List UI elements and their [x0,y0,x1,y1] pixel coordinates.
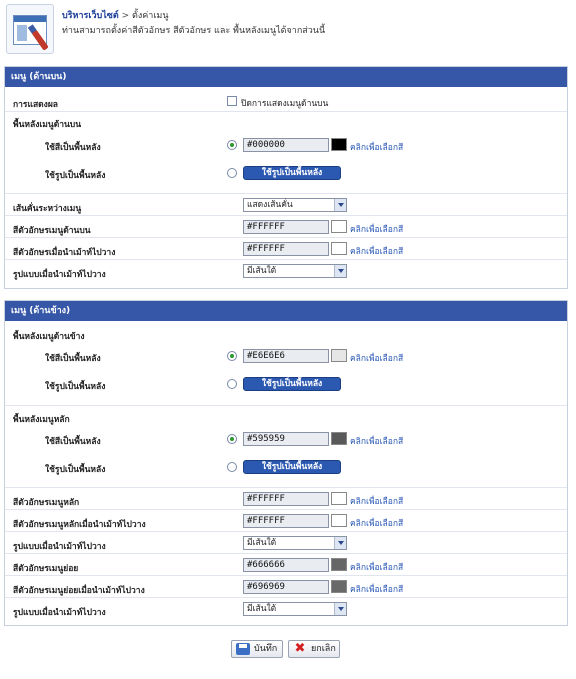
top-hover-color-swatch[interactable] [331,242,347,255]
top-separator-label: เส้นคั่นระหว่างเมนู [13,204,82,214]
top-separator-row [5,193,567,215]
side-bg-color-input[interactable]: #E6E6E6 [243,349,329,363]
side-sub-text-row [5,553,567,575]
top-use-image-radio[interactable] [227,168,237,178]
side-sub-hover-style-select-value: มีเส้นใต้ [247,604,277,614]
side-sub-hover-color-swatch[interactable] [331,580,347,593]
top-hover-style-select-value: มีเส้นใต้ [247,266,277,276]
side-main-use-color-label: ใช้สีเป็นพื้นหลัง [45,437,101,447]
top-display-label: การแสดงผล [13,100,59,110]
top-separator-select[interactable] [243,198,347,212]
cancel-button[interactable] [288,640,340,658]
side-bg-pick-color-link[interactable]: คลิกเพื่อเลือกสี [350,354,404,364]
side-main-text-pick-color-link[interactable]: คลิกเพื่อเลือกสี [350,497,404,507]
top-hover-color-row [5,237,567,259]
side-main-bg-pick-color-link[interactable]: คลิกเพื่อเลือกสี [350,437,404,447]
top-use-image-label: ใช้รูปเป็นพื้นหลัง [45,171,106,181]
top-text-pick-color-link[interactable]: คลิกเพื่อเลือกสี [350,225,404,235]
top-hover-color-label: สีตัวอักษรเมื่อนำเม้าท์ไปวาง [13,248,116,258]
side-main-hover-color-swatch[interactable] [331,514,347,527]
cancel-button-label: ยกเลิก [311,644,336,654]
side-sub-hover-color-input[interactable]: #696969 [243,580,329,594]
top-text-color-swatch[interactable] [331,220,347,233]
side-main-hover-label: สีตัวอักษรเมนูหลักเมื่อนำเม้าท์ไปวาง [13,520,146,530]
top-bg-color-swatch[interactable] [331,138,347,151]
top-hover-style-row [5,259,567,281]
page-header [4,4,572,60]
side-bg-color-swatch[interactable] [331,349,347,362]
top-bg-color-input[interactable]: #000000 [243,138,329,152]
top-use-image-button[interactable]: ใช้รูปเป็นพื้นหลัง [243,166,341,180]
side-main-use-image-label: ใช้รูปเป็นพื้นหลัง [45,465,106,475]
side-main-hover-row [5,509,567,531]
side-main-text-color-swatch[interactable] [331,492,347,505]
top-display-row [5,89,567,111]
top-text-color-row [5,215,567,237]
hide-top-menu-checkbox[interactable] [227,96,237,106]
side-main-hover-style-select-value: มีเส้นใต้ [247,538,277,548]
side-sub-hover-style-select[interactable] [243,602,347,616]
side-use-image-button[interactable]: ใช้รูปเป็นพื้นหลัง [243,377,341,391]
top-use-color-label: ใช้สีเป็นพื้นหลัง [45,143,101,153]
side-main-bg-color-input[interactable]: #595959 [243,432,329,446]
side-sub-hover-row [5,575,567,597]
top-hover-style-select[interactable] [243,264,347,278]
top-use-color-radio[interactable] [227,140,237,150]
top-bg-label: พื้นหลังเมนูด้านบน [13,120,82,130]
top-bg-row [5,111,567,193]
top-hover-pick-color-link[interactable]: คลิกเพื่อเลือกสี [350,247,404,257]
side-main-text-label: สีตัวอักษรเมนูหลัก [13,498,80,508]
side-use-color-label: ใช้สีเป็นพื้นหลัง [45,354,101,364]
top-hover-style-label: รูปแบบเมื่อนำเม้าท์ไปวาง [13,270,106,280]
side-main-hover-style-label: รูปแบบเมื่อนำเม้าท์ไปวาง [13,542,106,552]
side-bg-row [5,323,567,405]
side-sub-hover-label: สีตัวอักษรเมนูย่อยเมื่อนำเม้าท์ไปวาง [13,586,145,596]
side-main-use-image-button[interactable]: ใช้รูปเป็นพื้นหลัง [243,460,341,474]
side-main-use-image-radio[interactable] [227,462,237,472]
top-menu-panel-title: เมนู (ด้านบน) [5,67,567,87]
side-main-hover-style-select[interactable] [243,536,347,550]
menu-settings-icon [6,4,54,54]
side-main-text-row [5,487,567,509]
side-main-hover-color-input[interactable]: #FFFFFF [243,514,329,528]
breadcrumb [62,8,168,22]
side-sub-text-color-swatch[interactable] [331,558,347,571]
side-bg-label: พื้นหลังเมนูด้านข้าง [13,332,85,342]
side-main-hover-pick-color-link[interactable]: คลิกเพื่อเลือกสี [350,519,404,529]
side-sub-hover-style-label: รูปแบบเมื่อนำเม้าท์ไปวาง [13,608,106,618]
side-sub-hover-style-row [5,597,567,619]
side-main-bg-label: พื้นหลังเมนูหลัก [13,415,70,425]
save-button-label: บันทึก [254,644,278,654]
save-button[interactable] [231,640,283,658]
chevron-down-icon [334,603,346,615]
side-use-color-radio[interactable] [227,351,237,361]
side-use-image-label: ใช้รูปเป็นพื้นหลัง [45,382,106,392]
side-sub-text-color-input[interactable]: #666666 [243,558,329,572]
side-main-text-color-input[interactable]: #FFFFFF [243,492,329,506]
side-sub-text-pick-color-link[interactable]: คลิกเพื่อเลือกสี [350,563,404,573]
breadcrumb-separator: > [121,11,130,21]
side-main-use-color-radio[interactable] [227,434,237,444]
top-bg-pick-color-link[interactable]: คลิกเพื่อเลือกสี [350,143,404,153]
close-icon: ✖ [294,641,306,656]
top-hover-color-input[interactable]: #FFFFFF [243,242,329,256]
side-menu-panel-title: เมนู (ด้านข้าง) [5,301,567,321]
chevron-down-icon [334,199,346,211]
hide-top-menu-label: ปิดการแสดงเมนูด้านบน [241,99,329,109]
chevron-down-icon [334,537,346,549]
chevron-down-icon [334,265,346,277]
side-main-bg-row [5,405,567,487]
breadcrumb-current: ตั้งค่าเมนู [132,11,169,21]
top-text-color-input[interactable]: #FFFFFF [243,220,329,234]
side-main-bg-color-swatch[interactable] [331,432,347,445]
save-icon [236,643,250,655]
side-main-hover-style-row [5,531,567,553]
top-text-color-label: สีตัวอักษรเมนูด้านบน [13,226,91,236]
page-description: ท่านสามารถตั้งค่าสีตัวอักษร สีตัวอักษร และ พื้นหลังเมนูได้จากส่วนนี้ [62,26,326,36]
side-sub-hover-pick-color-link[interactable]: คลิกเพื่อเลือกสี [350,585,404,595]
breadcrumb-admin-link[interactable]: บริหารเว็บไซต์ [62,11,119,21]
side-use-image-radio[interactable] [227,379,237,389]
side-menu-panel [4,300,568,626]
top-separator-select-value: แสดงเส้นคั่น [247,200,293,210]
top-menu-panel [4,66,568,289]
side-sub-text-label: สีตัวอักษรเมนูย่อย [13,564,79,574]
